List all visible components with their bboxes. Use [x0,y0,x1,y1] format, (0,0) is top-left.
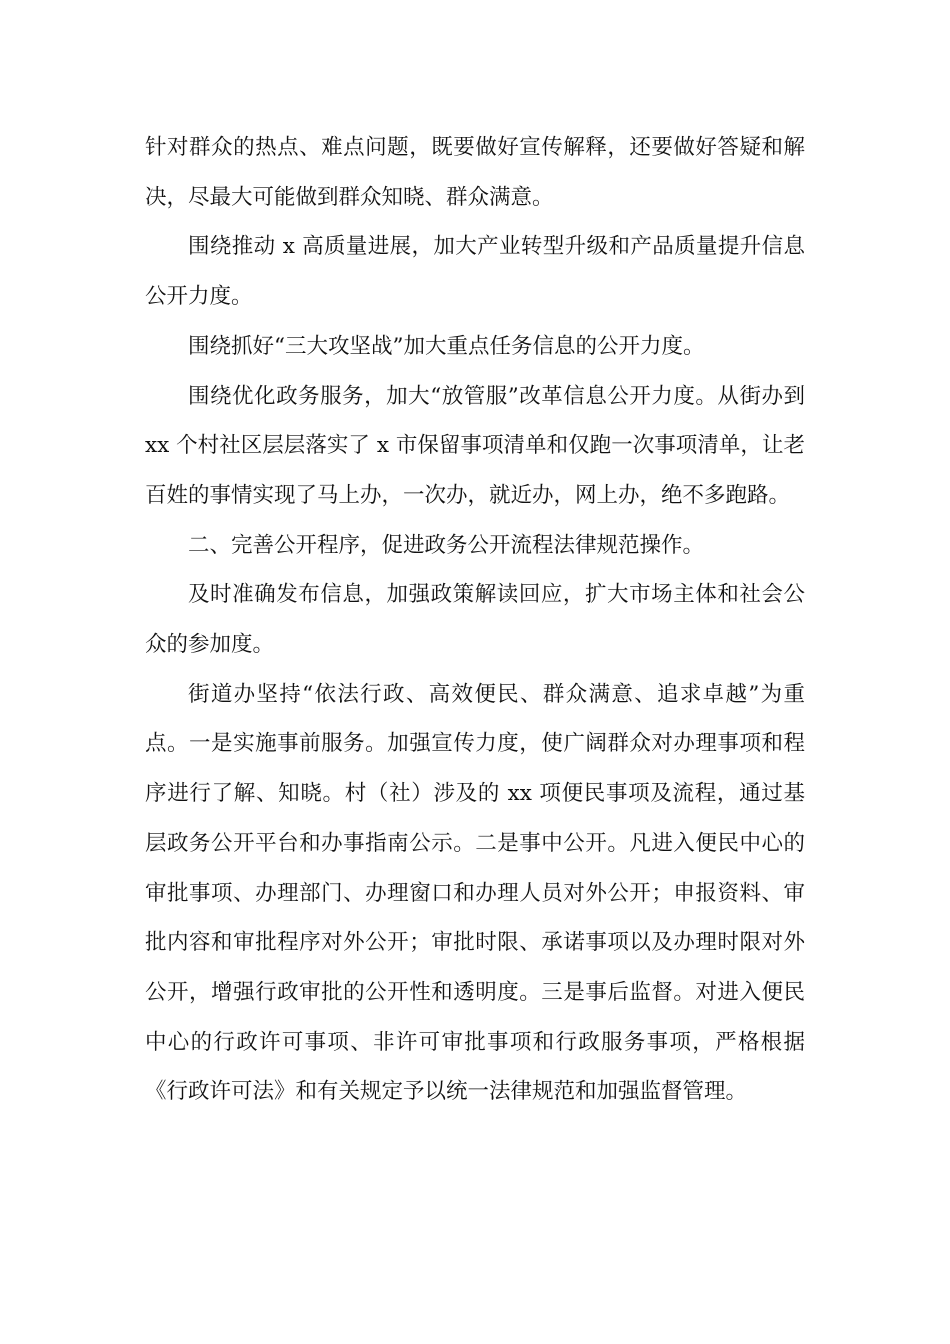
paragraph-street-office: 街道办坚持“依法行政、高效便民、群众满意、追求卓越”为重点。一是实施事前服务。加强宣传力度，使广阔群众对办理事项和程序进行了解、知晓。村（社）涉及的 xx 项便民事项及流程，通过基层政务公开平台和办事指南公示。二是事中公开。凡进入便民中心的审批事项、办理部门、办理窗口和办理人员对外公开；申报资料、审批内容和审批程序对外公开；审批时限、承诺事项以及办理时限对外公开，增强行政审批的公开性和透明度。三是事后监督。对进入便民中心的行政许可事项、非许可审批事项和行政服务事项，严格根据《行政许可法》和有关规定予以统一法律规范和加强监督管理。 [145,681,805,1105]
paragraph-continuation: 针对群众的热点、难点问题，既要做好宣传解释，还要做好答疑和解决，尽最大可能做到群众知晓、群众满意。 [145,135,805,210]
paragraph-three-battles: 围绕抓好“三大攻坚战”加大重点任务信息的公开力度。 [188,333,705,359]
section-heading-2: 二、完善公开程序，促进政务公开流程法律规范操作。 [188,532,705,558]
paragraph-release-info: 及时准确发布信息，加强政策解读回应，扩大市场主体和社会公众的参加度。 [145,582,805,658]
paragraph-industry-upgrade: 围绕推动 x 高质量进展，加大产业转型升级和产品质量提升信息公开力度。 [145,234,805,310]
document-body [145,123,805,1117]
paragraph-government-services: 围绕优化政务服务，加大“放管服”改革信息公开力度。从街办到 xx 个村社区层层落实了 x 市保留事项清单和仅跑一次事项清单，让老百姓的事情实现了马上办，一次办，就近办，网上办，绝不多跑路。 [145,383,805,508]
